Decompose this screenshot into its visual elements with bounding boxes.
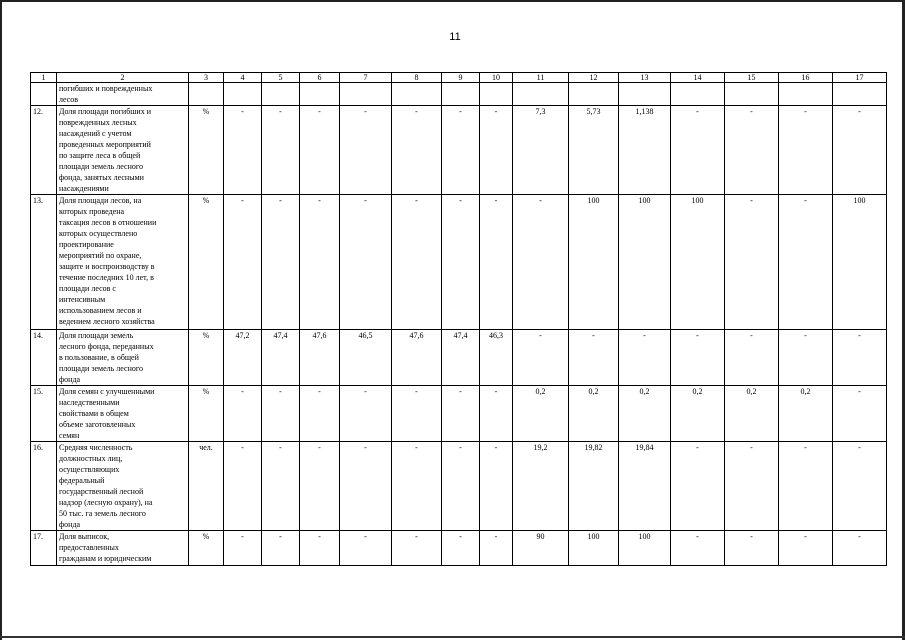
value-cell — [725, 83, 779, 106]
value-cell: - — [833, 531, 887, 566]
table-row — [31, 531, 887, 566]
value-cell: 0,2 — [725, 386, 779, 442]
value-cell: - — [224, 106, 262, 195]
value-cell: - — [725, 442, 779, 531]
value-cell: - — [442, 195, 480, 330]
value-cell: - — [671, 442, 725, 531]
value-cell: 19,82 — [569, 442, 619, 531]
value-cell: 100 — [569, 195, 619, 330]
header-cell: 11 — [513, 73, 569, 83]
table-row — [31, 106, 887, 195]
value-cell: - — [300, 106, 340, 195]
page-border-top — [0, 0, 905, 2]
header-cell: 6 — [300, 73, 340, 83]
value-cell — [224, 83, 262, 106]
value-cell: - — [392, 531, 442, 566]
value-cell: - — [340, 195, 392, 330]
value-cell: 47,4 — [262, 330, 300, 386]
value-cell: 46,3 — [480, 330, 513, 386]
value-cell: - — [340, 386, 392, 442]
value-cell: - — [779, 195, 833, 330]
value-cell: - — [340, 531, 392, 566]
unit-cell: % — [189, 195, 224, 330]
value-cell: - — [442, 442, 480, 531]
header-cell: 5 — [262, 73, 300, 83]
header-cell: 13 — [619, 73, 671, 83]
table-row — [31, 442, 887, 531]
value-cell: 0,2 — [671, 386, 725, 442]
value-cell — [300, 83, 340, 106]
unit-cell: % — [189, 386, 224, 442]
value-cell: - — [300, 442, 340, 531]
value-cell: 90 — [513, 531, 569, 566]
table-row — [31, 195, 887, 330]
value-cell: - — [833, 442, 887, 531]
header-cell: 8 — [392, 73, 442, 83]
unit-cell: % — [189, 106, 224, 195]
value-cell — [833, 83, 887, 106]
value-cell: 100 — [569, 531, 619, 566]
indicator-cell — [57, 106, 189, 195]
value-cell: - — [480, 195, 513, 330]
value-cell: - — [619, 330, 671, 386]
value-cell: - — [224, 531, 262, 566]
page-border-bottom — [0, 636, 905, 638]
value-cell: - — [262, 106, 300, 195]
value-cell: 100 — [833, 195, 887, 330]
indicator-cell — [57, 83, 189, 106]
header-cell: 9 — [442, 73, 480, 83]
value-cell: - — [300, 386, 340, 442]
indicator-cell — [57, 531, 189, 566]
table-row — [31, 330, 887, 386]
value-cell: - — [833, 106, 887, 195]
value-cell: 100 — [671, 195, 725, 330]
value-cell: 47,4 — [442, 330, 480, 386]
row-number: 14. — [31, 330, 57, 386]
value-cell: - — [480, 531, 513, 566]
value-cell: - — [725, 195, 779, 330]
value-cell: - — [833, 386, 887, 442]
value-cell: 0,2 — [619, 386, 671, 442]
indicator-cell — [57, 442, 189, 531]
row-number: 15. — [31, 386, 57, 442]
row-number — [31, 83, 57, 106]
value-cell: - — [442, 531, 480, 566]
row-number: 13. — [31, 195, 57, 330]
value-cell: - — [779, 531, 833, 566]
header-cell: 1 — [31, 73, 57, 83]
value-cell: - — [262, 531, 300, 566]
value-cell: - — [671, 531, 725, 566]
value-cell: - — [442, 106, 480, 195]
value-cell: - — [480, 386, 513, 442]
value-cell: 1,138 — [619, 106, 671, 195]
header-cell: 16 — [779, 73, 833, 83]
indicator-text: Доля площади погибших и поврежденных лесных насаждений с учетом проведенных мероприятий по защите леса в общей площади земель лесного фонда, занятых лесными насаждениями — [59, 107, 151, 193]
header-cell: 4 — [224, 73, 262, 83]
unit-cell — [189, 83, 224, 106]
value-cell: - — [262, 195, 300, 330]
header-cell: 3 — [189, 73, 224, 83]
value-cell: 47,6 — [392, 330, 442, 386]
value-cell: 0,2 — [569, 386, 619, 442]
value-cell: - — [725, 531, 779, 566]
column-number-row — [31, 73, 887, 83]
value-cell: 19,2 — [513, 442, 569, 531]
unit-cell: % — [189, 330, 224, 386]
value-cell: - — [833, 330, 887, 386]
value-cell: 100 — [619, 195, 671, 330]
value-cell: - — [569, 330, 619, 386]
row-number: 16. — [31, 442, 57, 531]
value-cell — [513, 83, 569, 106]
value-cell: - — [480, 106, 513, 195]
indicator-cell — [57, 386, 189, 442]
value-cell: - — [224, 195, 262, 330]
value-cell: - — [725, 106, 779, 195]
value-cell: - — [779, 330, 833, 386]
table-row — [31, 386, 887, 442]
value-cell: - — [392, 106, 442, 195]
header-cell: 14 — [671, 73, 725, 83]
value-cell: 0,2 — [513, 386, 569, 442]
value-cell — [779, 83, 833, 106]
header-cell: 2 — [57, 73, 189, 83]
unit-cell: % — [189, 531, 224, 566]
indicator-cell — [57, 195, 189, 330]
value-cell: - — [262, 386, 300, 442]
value-cell — [392, 83, 442, 106]
value-cell — [340, 83, 392, 106]
header-cell: 15 — [725, 73, 779, 83]
header-cell: 17 — [833, 73, 887, 83]
indicator-text: Доля площади земель лесного фонда, переданных в пользование, в общей площади земель лесного фонда — [59, 331, 154, 384]
value-cell — [262, 83, 300, 106]
row-number: 12. — [31, 106, 57, 195]
indicators-table — [30, 72, 887, 566]
indicator-text: Доля площади лесов, на которых проведена таксация лесов в отношении которых осуществлено проектирование мероприятий по охране, защите и воспроизводству в течение последних 10 лет, в площади лесов с интенсивным использованием лесов и ведением лесного хозяйства — [59, 196, 157, 326]
value-cell: - — [300, 195, 340, 330]
value-cell: - — [513, 330, 569, 386]
value-cell: - — [779, 106, 833, 195]
value-cell: - — [262, 442, 300, 531]
value-cell: 0,2 — [779, 386, 833, 442]
indicator-text: Доля семян с улучшенными наследственными свойствами в общем объеме заготовленных семян — [59, 387, 155, 440]
value-cell — [442, 83, 480, 106]
value-cell: - — [340, 106, 392, 195]
value-cell: - — [725, 330, 779, 386]
indicator-text: Доля выписок, предоставленных гражданам и юридическим — [59, 532, 152, 563]
table-row — [31, 83, 887, 106]
value-cell: - — [671, 106, 725, 195]
value-cell — [480, 83, 513, 106]
value-cell: 7,3 — [513, 106, 569, 195]
value-cell: 47,2 — [224, 330, 262, 386]
value-cell — [619, 83, 671, 106]
value-cell — [671, 83, 725, 106]
value-cell: - — [224, 442, 262, 531]
header-cell: 7 — [340, 73, 392, 83]
page-number: 11 — [449, 31, 461, 43]
indicator-text: Средняя численность должностных лиц, осуществляющих федеральный государственный лесной надзор (лесную охрану), на 50 тыс. га земель лесного фонда — [59, 443, 153, 529]
indicator-text: погибших и поврежденных лесов — [59, 84, 153, 104]
unit-cell: чел. — [189, 442, 224, 531]
value-cell: - — [392, 195, 442, 330]
value-cell: - — [480, 442, 513, 531]
header-cell: 10 — [480, 73, 513, 83]
value-cell: 100 — [619, 531, 671, 566]
row-number: 17. — [31, 531, 57, 566]
value-cell: 19,84 — [619, 442, 671, 531]
value-cell: - — [224, 386, 262, 442]
value-cell: - — [340, 442, 392, 531]
value-cell: - — [392, 442, 442, 531]
indicator-cell — [57, 330, 189, 386]
value-cell: - — [392, 386, 442, 442]
value-cell: 46,5 — [340, 330, 392, 386]
value-cell: - — [442, 386, 480, 442]
page-border-left — [0, 0, 2, 640]
value-cell: 47,6 — [300, 330, 340, 386]
value-cell: - — [513, 195, 569, 330]
value-cell: - — [671, 330, 725, 386]
header-cell: 12 — [569, 73, 619, 83]
value-cell: - — [779, 442, 833, 531]
value-cell: - — [300, 531, 340, 566]
value-cell — [569, 83, 619, 106]
value-cell: 5,73 — [569, 106, 619, 195]
